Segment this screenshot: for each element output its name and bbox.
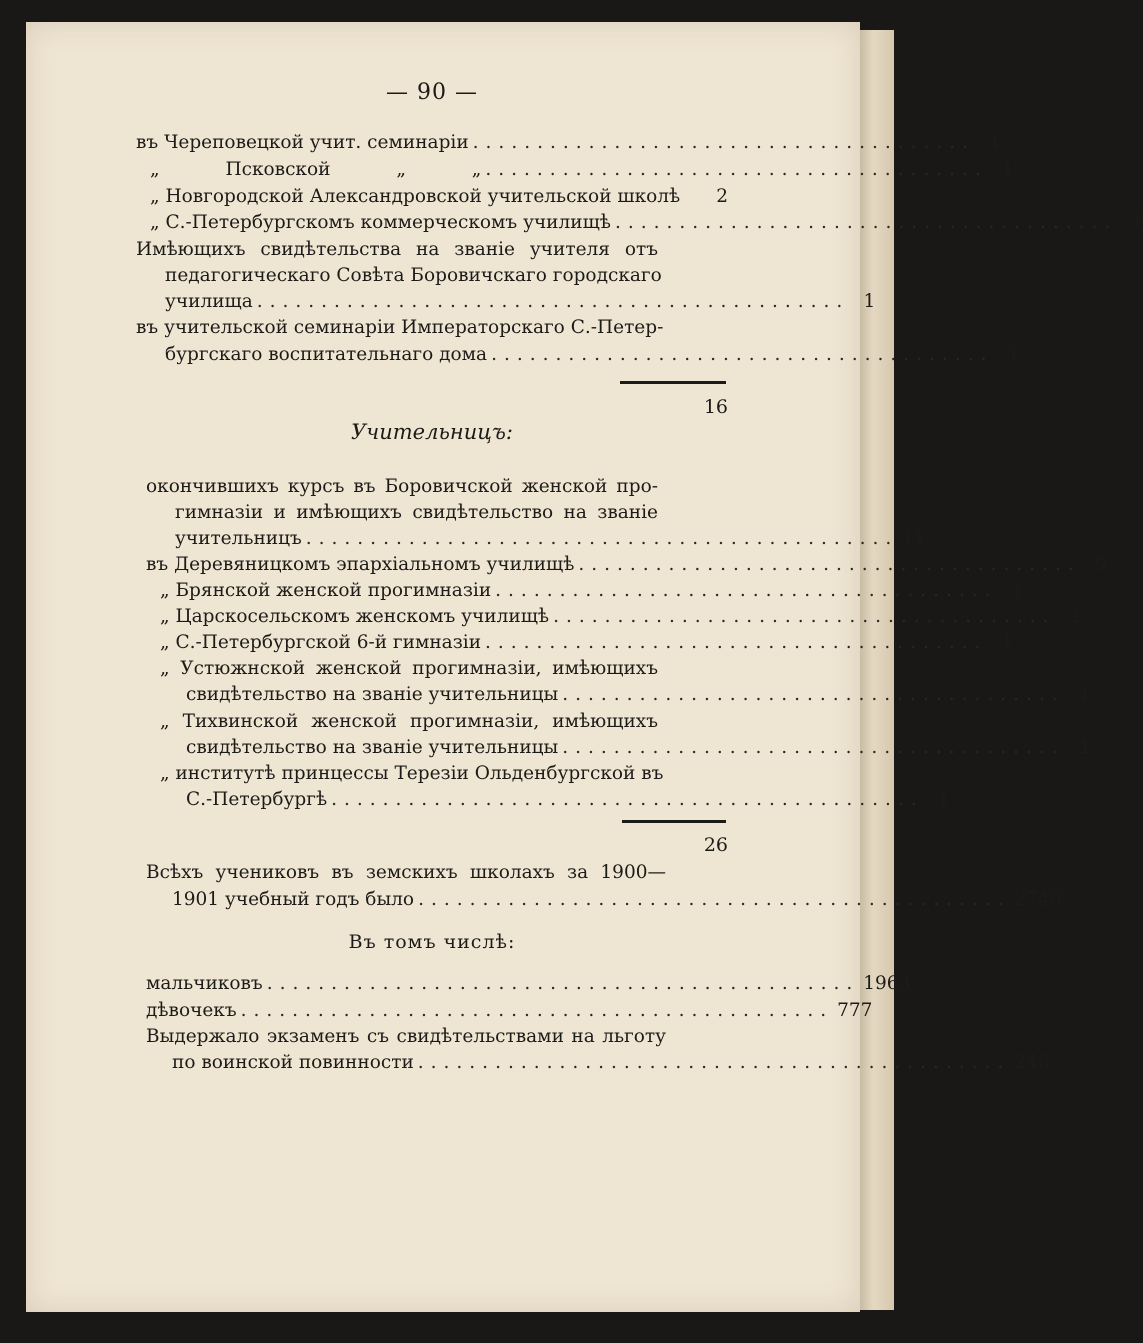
list-item <box>150 158 1014 182</box>
girls-value: 777 <box>837 1000 873 1021</box>
list-item <box>165 264 662 288</box>
list-item <box>160 762 664 786</box>
dot-leader: .............................................. <box>240 1000 834 1021</box>
exam-line2: по воинской повинности <box>172 1052 414 1073</box>
entry-value: 1 <box>1078 737 1091 758</box>
entry-value: 1 <box>989 132 1002 153</box>
entry-label: „ Царскосельскомъ женскомъ училищѣ <box>160 606 550 627</box>
students-line1: Всѣхъ учениковъ въ земскихъ школахъ за 1900— <box>146 862 666 883</box>
exam-line1: Выдержало экзаменъ съ свидѣтельствами на льготу <box>146 1026 666 1047</box>
entry-value: 2 <box>716 186 728 207</box>
entry-value: 1 <box>1069 606 1082 627</box>
dot-leader: .............................................. <box>417 1052 1011 1073</box>
entry-value: 1 <box>1078 684 1091 705</box>
dot-leader: ....................................... <box>491 344 994 365</box>
entry-value: 1 <box>1131 212 1143 233</box>
entry-label: бургскаго воспитательнаго дома <box>165 344 488 365</box>
list-item <box>146 861 666 885</box>
entry-value: 11 <box>902 528 926 549</box>
entry-label: „ Брянской женской прогимназіи <box>160 580 492 601</box>
entry-label: въ учительской семинаріи Императорскаго С.-Петер- <box>136 317 664 338</box>
entry-label: Имѣющихъ свидѣтельства на званіе учителя отъ <box>136 239 658 260</box>
entry-value: 1 <box>1001 159 1014 180</box>
list-item <box>186 683 1091 707</box>
list-item <box>160 605 1082 629</box>
entry-label: „ Псковской „ „ <box>150 159 482 180</box>
entry-value: 1 <box>1011 580 1024 601</box>
list-item <box>186 788 950 812</box>
entry-label: въ Череповецкой учит. семинаріи <box>136 132 469 153</box>
list-item <box>136 131 1002 155</box>
exam-value: 246 <box>1014 1052 1050 1073</box>
boys-label: мальчиковъ <box>146 973 263 994</box>
dot-leader: .............................................. <box>418 889 1011 910</box>
dot-leader: ....................................... <box>553 606 1056 627</box>
entry-value: 1 <box>1007 344 1020 365</box>
list-item <box>165 290 876 314</box>
entry-value: 1 <box>937 789 950 810</box>
list-item <box>136 238 658 262</box>
list-item <box>150 185 728 209</box>
entry-label: педагогическаго Совѣта Боровичскаго городскаго <box>165 265 662 286</box>
list-item <box>165 343 1020 367</box>
list-item <box>175 501 658 525</box>
dot-leader: .............................................. <box>305 528 899 549</box>
list-item <box>172 1051 1050 1075</box>
girls-label: дѣвочекъ <box>146 1000 237 1021</box>
list-item <box>146 475 658 499</box>
dot-leader: ....................................... <box>614 212 1118 233</box>
list-item <box>160 710 658 734</box>
dot-leader: ....................................... <box>495 580 998 601</box>
entry-label: свидѣтельство на званіе учительницы <box>186 737 559 758</box>
list-item <box>160 631 1014 655</box>
list-item <box>160 657 658 681</box>
entry-label: свидѣтельство на званіе учительницы <box>186 684 559 705</box>
entry-label: С.-Петербургѣ <box>186 789 328 810</box>
entry-label: „ Устюжнской женской прогимназіи, имѣющихъ <box>160 658 658 679</box>
dot-leader: ....................................... <box>485 632 988 653</box>
list-item <box>172 888 1062 912</box>
list-item <box>146 972 911 996</box>
teachers-total: 16 <box>703 396 728 418</box>
sum-rule <box>622 820 726 823</box>
list-item <box>146 999 873 1023</box>
entry-label: училища <box>165 291 253 312</box>
boys-value: 1963 <box>863 973 911 994</box>
dot-leader: ....................................... <box>578 554 1081 575</box>
students-total: 2740 <box>1014 889 1062 910</box>
dot-leader: .............................................. <box>331 789 924 810</box>
list-item <box>136 316 664 340</box>
page-number: — 90 — <box>386 80 478 105</box>
sum-rule <box>620 381 726 384</box>
women-total: 26 <box>703 834 728 856</box>
entry-label: „ С.-Петербургской 6-й гимназіи <box>160 632 482 653</box>
entry-label: „ Тихвинской женской прогимназіи, имѣющихъ <box>160 711 658 732</box>
dot-leader: .............................................. <box>256 291 850 312</box>
entry-value: 9 <box>1094 554 1107 575</box>
entry-label: „ Новгородской Александровской учительской школѣ <box>150 186 681 207</box>
list-item <box>160 579 1024 603</box>
students-line2: 1901 учебный годъ было <box>172 889 415 910</box>
list-item <box>146 1025 666 1049</box>
entry-label: „ С.-Петербургскомъ коммерческомъ училищѣ <box>150 212 611 233</box>
list-item <box>146 553 1107 577</box>
entry-label: въ Деревяницкомъ эпархіальномъ училищѣ <box>146 554 575 575</box>
entry-label: гимназіи и имѣющихъ свидѣтельство на званіе <box>175 502 658 523</box>
entry-label: „ институтѣ принцессы Терезіи Ольденбургской въ <box>160 763 664 784</box>
dot-leader: ....................................... <box>485 159 988 180</box>
dot-leader: ....................................... <box>562 684 1065 705</box>
dot-leader: ....................................... <box>562 737 1065 758</box>
dot-leader: .............................................. <box>266 973 860 994</box>
subheading: Въ томъ числѣ: <box>348 931 516 953</box>
section-heading: Учительницъ: <box>351 420 513 444</box>
list-item <box>175 527 926 551</box>
list-item <box>150 211 1143 235</box>
dot-leader: ....................................... <box>472 132 976 153</box>
entry-label: учительницъ <box>175 528 302 549</box>
entry-value: 1 <box>1001 632 1014 653</box>
entry-label: окончившихъ курсъ въ Боровичской женской про- <box>146 476 658 497</box>
list-item <box>186 736 1091 760</box>
entry-value: 1 <box>863 291 876 312</box>
